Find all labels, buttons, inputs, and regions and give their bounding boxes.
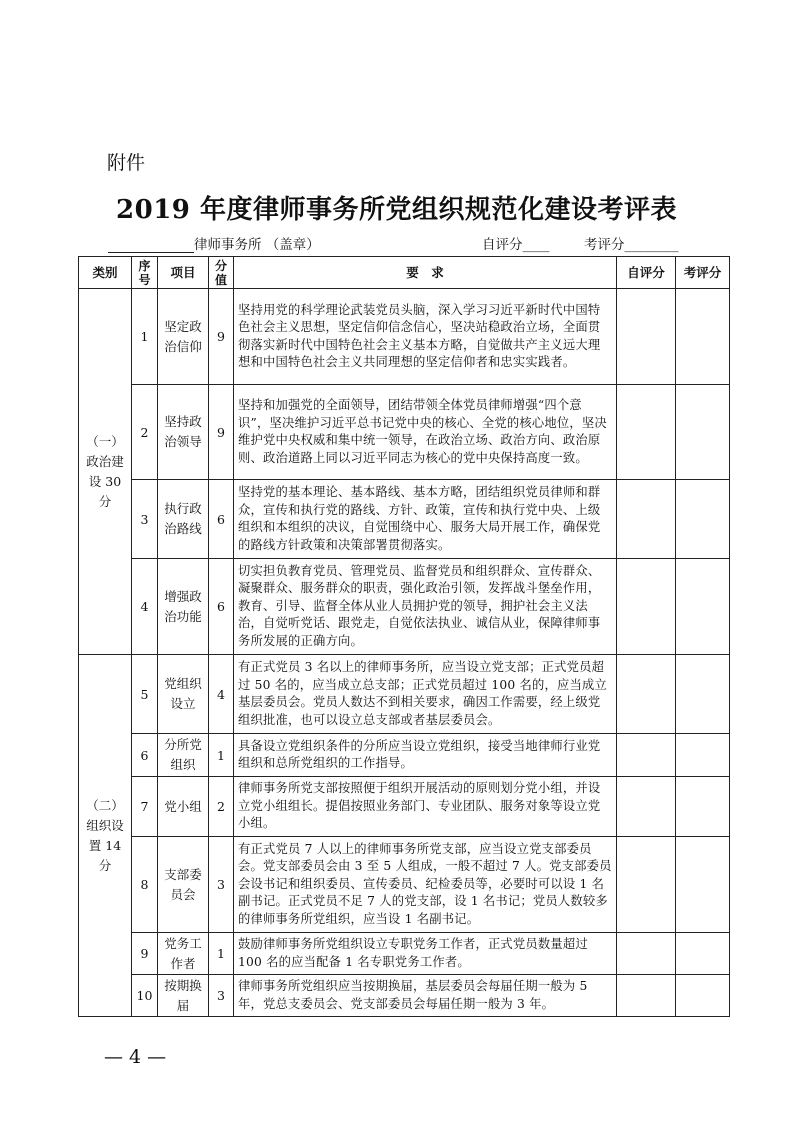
score-cell: 1 bbox=[209, 933, 234, 975]
requirement-cell: 律师事务所党组织应当按期换届，基层委员会每届任期一般为 5 年，党总支委员会、党支部委员会每届任期一般为 3 年。 bbox=[234, 975, 617, 1017]
self-score-cell[interactable] bbox=[617, 975, 676, 1017]
self-score-field: 自评分____ bbox=[482, 237, 550, 253]
self-score-cell[interactable] bbox=[617, 734, 676, 777]
exam-score-cell[interactable] bbox=[676, 933, 730, 975]
seq-cell: 5 bbox=[132, 655, 158, 734]
self-score-cell[interactable] bbox=[617, 777, 676, 837]
score-cell: 4 bbox=[209, 655, 234, 734]
header-self-score: 自评分 bbox=[617, 257, 676, 289]
seq-cell: 6 bbox=[132, 734, 158, 777]
exam-score-cell[interactable] bbox=[676, 655, 730, 734]
self-score-cell[interactable] bbox=[617, 933, 676, 975]
requirement-cell: 鼓励律师事务所党组织设立专职党务工作者，正式党员数量超过 100 名的应当配备 1 名专职党务工作者。 bbox=[234, 933, 617, 975]
firm-label: 律师事务所 （盖章） bbox=[194, 237, 320, 253]
requirement-cell: 坚持党的基本理论、基本路线、基本方略，团结组织党员律师和群众，宣传和执行党的路线、方针、政策，宣传和执行党中央、上级组织和本组织的决议，自觉围绕中心、服务大局开展工作，确保党的路线方针政策和决策部署贯彻落实。 bbox=[234, 480, 617, 559]
requirement-cell: 坚持和加强党的全面领导，团结带领全体党员律师增强“四个意识”，坚决维护习近平总书记党中央的核心、全党的核心地位，坚决维护党中央权威和集中统一领导，在政治立场、政治方向、政治原则、政治道路上同以习近平同志为核心的党中央保持高度一致。 bbox=[234, 385, 617, 480]
requirement-cell: 有正式党员 3 名以上的律师事务所，应当设立党支部；正式党员超过 50 名的，应当成立总支部；正式党员超过 100 名的，应当成立基层委员会。党员人数达不到相关要求，确因工作需要，经上级党组织批准，也可以设立总支部或者基层委员会。 bbox=[234, 655, 617, 734]
exam-score-cell[interactable] bbox=[676, 777, 730, 837]
table-row bbox=[79, 734, 730, 777]
exam-score-cell[interactable] bbox=[676, 559, 730, 655]
score-cell: 9 bbox=[209, 385, 234, 480]
table-header-row bbox=[79, 257, 730, 289]
table-row bbox=[79, 655, 730, 734]
exam-score-cell[interactable] bbox=[676, 385, 730, 480]
exam-score-field: 考评分________ bbox=[584, 237, 679, 253]
attachment-label: 附件 bbox=[107, 152, 146, 174]
seq-cell: 8 bbox=[132, 837, 158, 933]
item-cell: 执行政治路线 bbox=[158, 480, 209, 559]
item-cell: 增强政治功能 bbox=[158, 559, 209, 655]
item-cell: 坚定政治信仰 bbox=[158, 289, 209, 385]
table-row bbox=[79, 289, 730, 385]
header-seq: 序号 bbox=[132, 257, 158, 289]
item-cell: 党小组 bbox=[158, 777, 209, 837]
table-row bbox=[79, 385, 730, 480]
item-cell: 坚持政治领导 bbox=[158, 385, 209, 480]
score-cell: 3 bbox=[209, 837, 234, 933]
item-cell: 分所党组织 bbox=[158, 734, 209, 777]
requirement-cell: 具备设立党组织条件的分所应当设立党组织，接受当地律师行业党组织和总所党组织的工作指导。 bbox=[234, 734, 617, 777]
seq-cell: 2 bbox=[132, 385, 158, 480]
table-row bbox=[79, 777, 730, 837]
header-exam-score: 考评分 bbox=[676, 257, 730, 289]
seq-cell: 1 bbox=[132, 289, 158, 385]
score-cell: 6 bbox=[209, 559, 234, 655]
score-cell: 3 bbox=[209, 975, 234, 1017]
score-cell: 2 bbox=[209, 777, 234, 837]
subheader-line bbox=[108, 233, 683, 251]
seq-cell: 9 bbox=[132, 933, 158, 975]
exam-score-cell[interactable] bbox=[676, 289, 730, 385]
item-cell: 党务工作者 bbox=[158, 933, 209, 975]
category-cell: （二）组织设置 14 分 bbox=[79, 655, 132, 1017]
self-score-cell[interactable] bbox=[617, 289, 676, 385]
requirement-cell: 有正式党员 7 人以上的律师事务所党支部，应当设立党支部委员会。党支部委员会由 3 至 5 人组成，一般不超过 7 人。党支部委员会设书记和组织委员、宣传委员、纪检委员等，必要时可以设 1 名副书记。正式党员不足 7 人的党支部，设 1 名书记；党员人数较多的律师事务所党组织，应当设 1 名副书记。 bbox=[234, 837, 617, 933]
exam-score-cell[interactable] bbox=[676, 734, 730, 777]
seq-cell: 10 bbox=[132, 975, 158, 1017]
item-cell: 按期换届 bbox=[158, 975, 209, 1017]
seq-cell: 7 bbox=[132, 777, 158, 837]
requirement-cell: 切实担负教育党员、管理党员、监督党员和组织群众、宣传群众、凝聚群众、服务群众的职责，强化政治引领，发挥战斗堡垒作用，教育、引导、监督全体从业人员拥护党的领导，拥护社会主义法治，自觉听党话、跟党走，自觉依法执业、诚信从业，保障律师事务所发展的正确方向。 bbox=[234, 559, 617, 655]
score-cell: 6 bbox=[209, 480, 234, 559]
page-number: — 4 — bbox=[104, 1046, 167, 1068]
requirement-cell: 律师事务所党支部按照便于组织开展活动的原则划分党小组，并设立党小组组长。提倡按照业务部门、专业团队、服务对象等设立党小组。 bbox=[234, 777, 617, 837]
firm-name-blank bbox=[108, 237, 194, 253]
table-row bbox=[79, 559, 730, 655]
evaluation-table bbox=[78, 256, 730, 1017]
header-item: 项目 bbox=[158, 257, 209, 289]
self-score-cell[interactable] bbox=[617, 480, 676, 559]
document-title: 2019 年度律师事务所党组织规范化建设考评表 bbox=[116, 195, 677, 225]
self-score-cell[interactable] bbox=[617, 837, 676, 933]
self-score-cell[interactable] bbox=[617, 385, 676, 480]
header-score: 分值 bbox=[209, 257, 234, 289]
seq-cell: 4 bbox=[132, 559, 158, 655]
header-category: 类别 bbox=[79, 257, 132, 289]
table-row bbox=[79, 480, 730, 559]
self-score-cell[interactable] bbox=[617, 655, 676, 734]
exam-score-cell[interactable] bbox=[676, 837, 730, 933]
item-cell: 党组织设立 bbox=[158, 655, 209, 734]
firm-field bbox=[108, 233, 320, 253]
header-requirement: 要 求 bbox=[234, 257, 617, 289]
item-cell: 支部委员会 bbox=[158, 837, 209, 933]
score-cell: 9 bbox=[209, 289, 234, 385]
score-cell: 1 bbox=[209, 734, 234, 777]
category-cell: （一）政治建设 30 分 bbox=[79, 289, 132, 655]
exam-score-cell[interactable] bbox=[676, 975, 730, 1017]
table-row bbox=[79, 933, 730, 975]
requirement-cell: 坚持用党的科学理论武装党员头脑，深入学习习近平新时代中国特色社会主义思想，坚定信仰信念信心，坚决站稳政治立场，全面贯彻落实新时代中国特色社会主义基本方略，自觉做共产主义远大理想和中国特色社会主义共同理想的坚定信仰者和忠实实践者。 bbox=[234, 289, 617, 385]
seq-cell: 3 bbox=[132, 480, 158, 559]
table-row bbox=[79, 837, 730, 933]
exam-score-cell[interactable] bbox=[676, 480, 730, 559]
self-score-cell[interactable] bbox=[617, 559, 676, 655]
table-row bbox=[79, 975, 730, 1017]
